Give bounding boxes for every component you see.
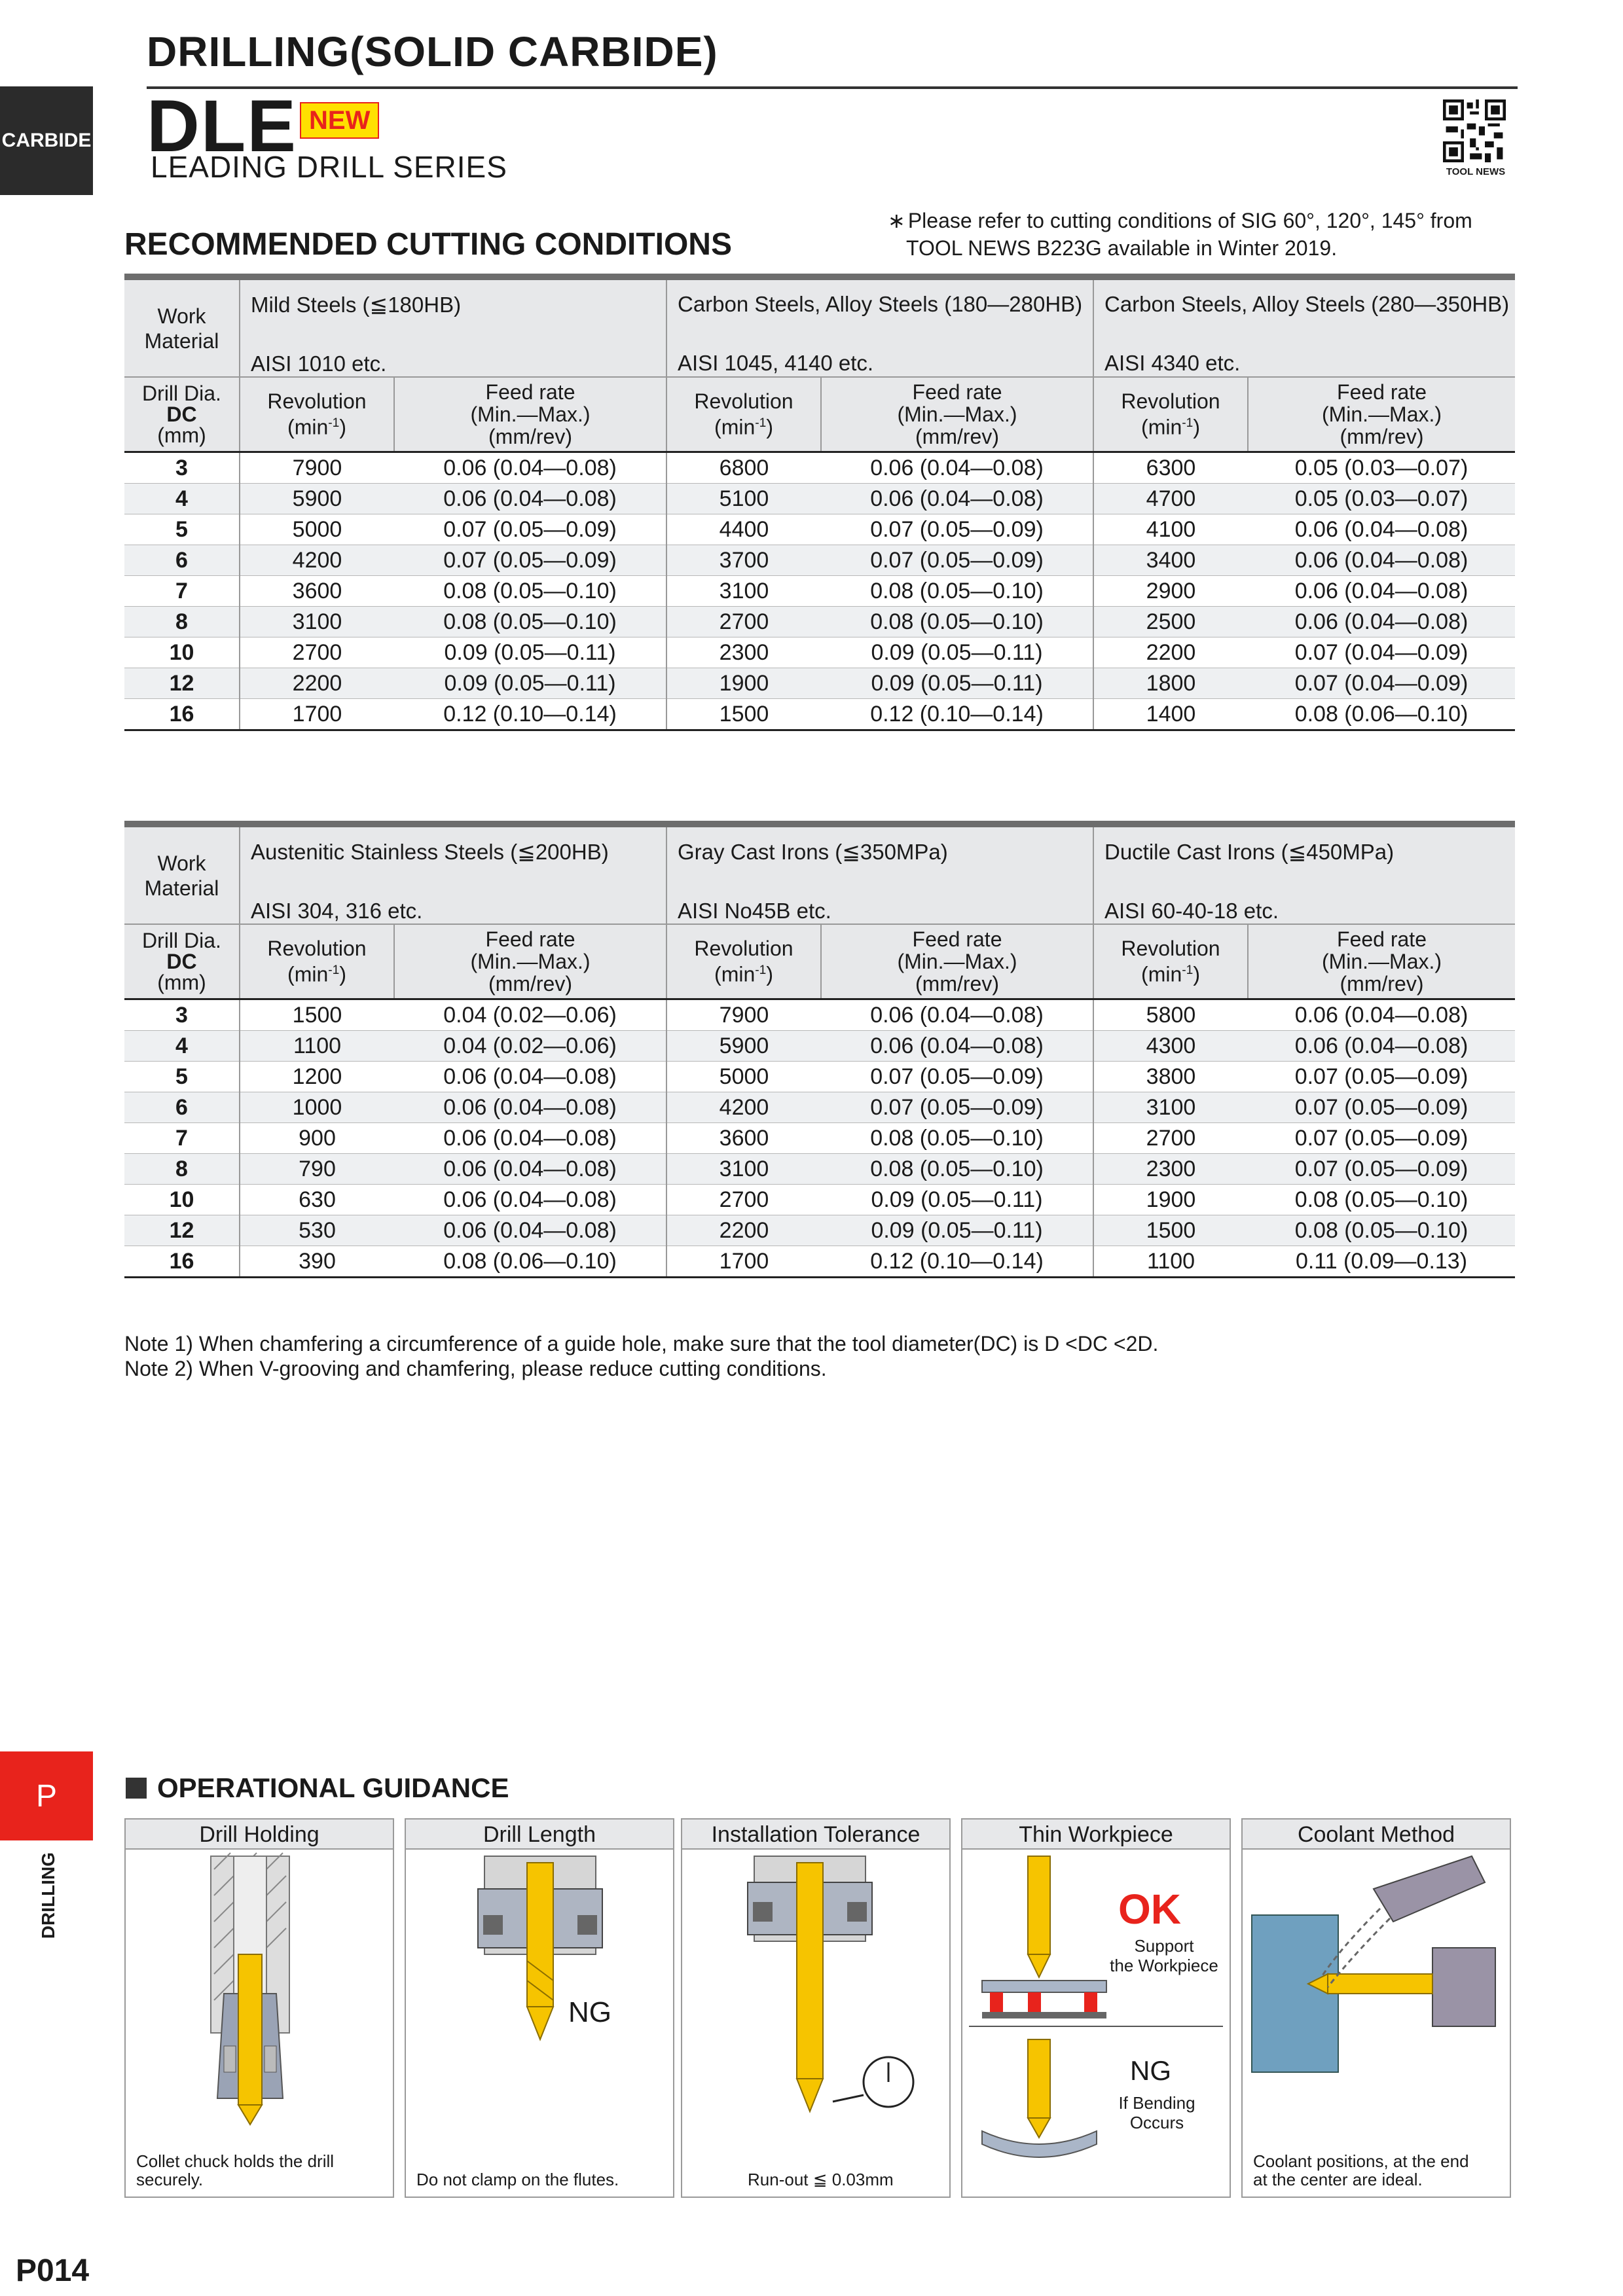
note-1: Note 1) When chamfering a circumference of a guide hole, make sure that the tool diameter(DC) is D <DC <2D. bbox=[124, 1332, 1159, 1355]
table-row bbox=[124, 514, 1515, 545]
note-line-2: TOOL NEWS B223G available in Winter 2019. bbox=[906, 236, 1338, 260]
table-row bbox=[124, 1031, 1515, 1062]
table-row bbox=[124, 607, 1515, 637]
feed-rate-cell: 0.06 (0.04—0.08) bbox=[394, 1215, 666, 1246]
table-row bbox=[124, 1123, 1515, 1154]
section-label-drilling: DRILLING bbox=[38, 1852, 58, 1939]
drill-dia-cell: 8 bbox=[124, 607, 240, 637]
header-rule bbox=[147, 86, 1518, 89]
feed-rate-cell: 0.08 (0.05—0.10) bbox=[394, 576, 666, 607]
revolution-cell: 2500 bbox=[1093, 607, 1248, 637]
feed-rate-cell: 0.06 (0.04—0.08) bbox=[394, 484, 666, 514]
ok-label: OK bbox=[1118, 1886, 1181, 1933]
drill-holding-illustration bbox=[126, 1850, 393, 2164]
feed-rate-cell: 0.04 (0.02—0.06) bbox=[394, 1031, 666, 1062]
feed-rate-header: Feed rate (Min.—Max.) (mm/rev) bbox=[821, 377, 1093, 452]
feed-rate-cell: 0.11 (0.09—0.13) bbox=[1248, 1246, 1515, 1278]
revolution-cell: 2700 bbox=[666, 1185, 821, 1215]
revolution-cell: 5900 bbox=[240, 484, 394, 514]
drill-length-illustration bbox=[406, 1850, 673, 2164]
material-column: Mild Steels (≦180HB) AISI 1010 etc. bbox=[240, 280, 666, 377]
feed-rate-cell: 0.07 (0.05—0.09) bbox=[1248, 1154, 1515, 1185]
feed-rate-cell: 0.06 (0.04—0.08) bbox=[821, 1031, 1093, 1062]
revolution-cell: 630 bbox=[240, 1185, 394, 1215]
cutting-conditions-table-2 bbox=[124, 821, 1515, 1278]
revolution-cell: 7900 bbox=[666, 999, 821, 1031]
revolution-header: Revolution $(\min^{-1})$ bbox=[1093, 924, 1248, 999]
panel-title: Drill Length bbox=[406, 1820, 673, 1850]
table-row bbox=[124, 484, 1515, 514]
table-1-body bbox=[124, 452, 1515, 730]
revolution-cell: 1800 bbox=[1093, 668, 1248, 699]
panel-title: Coolant Method bbox=[1243, 1820, 1510, 1850]
table-row bbox=[124, 576, 1515, 607]
feed-rate-cell: 0.07 (0.05—0.09) bbox=[1248, 1092, 1515, 1123]
revolution-cell: 790 bbox=[240, 1154, 394, 1185]
table-row bbox=[124, 1185, 1515, 1215]
material-column: Gray Cast Irons (≦350MPa) AISI No45B etc. bbox=[666, 827, 1093, 924]
feed-rate-header: Feed rate (Min.—Max.) (mm/rev) bbox=[821, 924, 1093, 999]
cutting-conditions-table-1 bbox=[124, 274, 1515, 731]
revolution-cell: 3100 bbox=[240, 607, 394, 637]
material-column: Austenitic Stainless Steels (≦200HB) AISI 304, 316 etc. bbox=[240, 827, 666, 924]
feed-rate-cell: 0.07 (0.05—0.09) bbox=[821, 545, 1093, 576]
panel-title: Installation Tolerance bbox=[682, 1820, 949, 1850]
feed-rate-cell: 0.05 (0.03—0.07) bbox=[1248, 484, 1515, 514]
drill-dia-cell: 5 bbox=[124, 1062, 240, 1092]
series-title: DRILLING(SOLID CARBIDE) bbox=[147, 28, 718, 75]
revolution-cell: 5000 bbox=[240, 514, 394, 545]
feed-rate-cell: 0.07 (0.05—0.09) bbox=[1248, 1123, 1515, 1154]
ng-label: NG bbox=[568, 1996, 611, 2028]
installation-tolerance-illustration bbox=[682, 1850, 949, 2164]
feed-rate-cell: 0.12 (0.10—0.14) bbox=[821, 699, 1093, 730]
revolution-cell: 390 bbox=[240, 1246, 394, 1278]
feed-rate-cell: 0.06 (0.04—0.08) bbox=[394, 1185, 666, 1215]
feed-rate-header: Feed rate (Min.—Max.) (mm/rev) bbox=[394, 377, 666, 452]
revolution-cell: 3100 bbox=[666, 576, 821, 607]
feed-rate-cell: 0.09 (0.05—0.11) bbox=[394, 637, 666, 668]
feed-rate-cell: 0.06 (0.04—0.08) bbox=[1248, 607, 1515, 637]
revolution-cell: 3600 bbox=[240, 576, 394, 607]
feed-rate-cell: 0.07 (0.05—0.09) bbox=[821, 514, 1093, 545]
drill-dia-cell: 12 bbox=[124, 1215, 240, 1246]
drill-dia-cell: 16 bbox=[124, 699, 240, 730]
feed-rate-cell: 0.04 (0.02—0.06) bbox=[394, 999, 666, 1031]
revolution-cell: 530 bbox=[240, 1215, 394, 1246]
revolution-header: Revolution $(\min^{-1})$ bbox=[666, 924, 821, 999]
drill-dia-cell: 5 bbox=[124, 514, 240, 545]
revolution-cell: 3100 bbox=[666, 1154, 821, 1185]
revolution-header: Revolution $(\min^{-1})$ bbox=[240, 924, 394, 999]
revolution-cell: 4100 bbox=[1093, 514, 1248, 545]
table-row bbox=[124, 668, 1515, 699]
revolution-cell: 2300 bbox=[666, 637, 821, 668]
panel-caption: Do not clamp on the flutes. bbox=[416, 2170, 619, 2189]
feed-rate-header: Feed rate (Min.—Max.) (mm/rev) bbox=[394, 924, 666, 999]
revolution-cell: 3400 bbox=[1093, 545, 1248, 576]
revolution-cell: 5900 bbox=[666, 1031, 821, 1062]
material-column: Ductile Cast Irons (≦450MPa) AISI 60-40-18 etc. bbox=[1093, 827, 1515, 924]
feed-rate-header: Feed rate (Min.—Max.) (mm/rev) bbox=[1248, 924, 1515, 999]
feed-rate-cell: 0.06 (0.04—0.08) bbox=[1248, 1031, 1515, 1062]
notes bbox=[124, 1331, 1158, 1381]
feed-rate-cell: 0.09 (0.05—0.11) bbox=[821, 1215, 1093, 1246]
revolution-cell: 2200 bbox=[666, 1215, 821, 1246]
panel-caption: Collet chuck holds the drill securely. bbox=[136, 2151, 335, 2189]
table-2-body bbox=[124, 999, 1515, 1278]
feed-rate-cell: 0.06 (0.04—0.08) bbox=[1248, 999, 1515, 1031]
revolution-cell: 1700 bbox=[240, 699, 394, 730]
panel-title: Drill Holding bbox=[126, 1820, 393, 1850]
panel-drill-holding bbox=[124, 1818, 394, 2198]
new-badge: NEW bbox=[300, 102, 379, 139]
table-row bbox=[124, 545, 1515, 576]
carbide-side-tab: CARBIDE bbox=[0, 86, 93, 195]
ok-sublabel: Support the Workpiece bbox=[1110, 1936, 1218, 1975]
feed-rate-cell: 0.07 (0.04—0.09) bbox=[1248, 637, 1515, 668]
work-material-label: Work Material bbox=[124, 280, 240, 377]
table-row bbox=[124, 1154, 1515, 1185]
table-row bbox=[124, 1092, 1515, 1123]
revolution-cell: 2200 bbox=[240, 668, 394, 699]
material-column: Carbon Steels, Alloy Steels (280—350HB) AISI 4340 etc. bbox=[1093, 280, 1515, 377]
feed-rate-cell: 0.06 (0.04—0.08) bbox=[394, 1154, 666, 1185]
revolution-cell: 1900 bbox=[666, 668, 821, 699]
feed-rate-cell: 0.08 (0.05—0.10) bbox=[821, 1154, 1093, 1185]
feed-rate-cell: 0.06 (0.04—0.08) bbox=[394, 1123, 666, 1154]
qr-label: TOOL NEWS bbox=[1446, 166, 1506, 177]
drill-dia-cell: 10 bbox=[124, 637, 240, 668]
revolution-cell: 1500 bbox=[1093, 1215, 1248, 1246]
revolution-cell: 1200 bbox=[240, 1062, 394, 1092]
revolution-cell: 3800 bbox=[1093, 1062, 1248, 1092]
drill-dia-cell: 6 bbox=[124, 545, 240, 576]
table-row bbox=[124, 1246, 1515, 1278]
page-number: P014 bbox=[16, 2253, 90, 2288]
drill-dia-header: Drill Dia. DC (mm) bbox=[124, 377, 240, 452]
coolant-method-illustration bbox=[1243, 1850, 1510, 2164]
panel-coolant-method bbox=[1241, 1818, 1511, 2198]
note-2: Note 2) When V-grooving and chamfering, please reduce cutting conditions. bbox=[124, 1357, 827, 1380]
drill-dia-cell: 3 bbox=[124, 999, 240, 1031]
drill-dia-header: Drill Dia. DC (mm) bbox=[124, 924, 240, 999]
feed-rate-cell: 0.06 (0.04—0.08) bbox=[821, 999, 1093, 1031]
feed-rate-cell: 0.06 (0.04—0.08) bbox=[1248, 545, 1515, 576]
revolution-cell: 3100 bbox=[1093, 1092, 1248, 1123]
revolution-cell: 1500 bbox=[240, 999, 394, 1031]
revolution-cell: 7900 bbox=[240, 452, 394, 484]
revolution-cell: 4200 bbox=[666, 1092, 821, 1123]
feed-rate-cell: 0.08 (0.05—0.10) bbox=[1248, 1215, 1515, 1246]
drill-dia-cell: 4 bbox=[124, 484, 240, 514]
feed-rate-cell: 0.08 (0.05—0.10) bbox=[394, 607, 666, 637]
model-subtitle: LEADING DRILL SERIES bbox=[151, 150, 507, 184]
feed-rate-cell: 0.08 (0.06—0.10) bbox=[1248, 699, 1515, 730]
drill-dia-cell: 10 bbox=[124, 1185, 240, 1215]
drill-dia-cell: 8 bbox=[124, 1154, 240, 1185]
cutting-conditions-note bbox=[888, 207, 1529, 262]
panel-caption: Coolant positions, at the end at the center are ideal. bbox=[1253, 2151, 1469, 2189]
drill-dia-cell: 4 bbox=[124, 1031, 240, 1062]
feed-rate-cell: 0.06 (0.04—0.08) bbox=[1248, 514, 1515, 545]
revolution-cell: 1000 bbox=[240, 1092, 394, 1123]
revolution-cell: 2700 bbox=[1093, 1123, 1248, 1154]
feed-rate-cell: 0.09 (0.05—0.11) bbox=[821, 637, 1093, 668]
feed-rate-cell: 0.07 (0.05—0.09) bbox=[1248, 1062, 1515, 1092]
feed-rate-cell: 0.08 (0.05—0.10) bbox=[1248, 1185, 1515, 1215]
feed-rate-header: Feed rate (Min.—Max.) (mm/rev) bbox=[1248, 377, 1515, 452]
qr-code-icon[interactable] bbox=[1443, 99, 1506, 162]
revolution-cell: 4700 bbox=[1093, 484, 1248, 514]
revolution-cell: 2700 bbox=[240, 637, 394, 668]
revolution-cell: 5800 bbox=[1093, 999, 1248, 1031]
revolution-cell: 1900 bbox=[1093, 1185, 1248, 1215]
feed-rate-cell: 0.07 (0.05—0.09) bbox=[821, 1092, 1093, 1123]
drill-dia-cell: 16 bbox=[124, 1246, 240, 1278]
cutting-conditions-heading: RECOMMENDED CUTTING CONDITIONS bbox=[124, 227, 732, 262]
note-mark: ∗ bbox=[888, 209, 905, 232]
revolution-cell: 3700 bbox=[666, 545, 821, 576]
revolution-cell: 1400 bbox=[1093, 699, 1248, 730]
revolution-cell: 2300 bbox=[1093, 1154, 1248, 1185]
ng-sublabel: If Bending Occurs bbox=[1118, 2093, 1195, 2132]
drill-dia-cell: 3 bbox=[124, 452, 240, 484]
feed-rate-cell: 0.12 (0.10—0.14) bbox=[394, 699, 666, 730]
revolution-cell: 5000 bbox=[666, 1062, 821, 1092]
drill-dia-cell: 12 bbox=[124, 668, 240, 699]
operational-guidance-heading: OPERATIONAL GUIDANCE bbox=[157, 1772, 509, 1803]
table-row bbox=[124, 1215, 1515, 1246]
material-column: Carbon Steels, Alloy Steels (180—280HB) AISI 1045, 4140 etc. bbox=[666, 280, 1093, 377]
feed-rate-cell: 0.07 (0.05—0.09) bbox=[394, 514, 666, 545]
revolution-cell: 1100 bbox=[240, 1031, 394, 1062]
feed-rate-cell: 0.09 (0.05—0.11) bbox=[394, 668, 666, 699]
revolution-cell: 3600 bbox=[666, 1123, 821, 1154]
drill-dia-cell: 7 bbox=[124, 1123, 240, 1154]
feed-rate-cell: 0.08 (0.05—0.10) bbox=[821, 1123, 1093, 1154]
feed-rate-cell: 0.06 (0.04—0.08) bbox=[394, 1062, 666, 1092]
revolution-cell: 4400 bbox=[666, 514, 821, 545]
feed-rate-cell: 0.08 (0.05—0.10) bbox=[821, 576, 1093, 607]
table-row bbox=[124, 637, 1515, 668]
revolution-header: Revolution $(\min^{-1})$ bbox=[240, 377, 394, 452]
revolution-cell: 1700 bbox=[666, 1246, 821, 1278]
drill-dia-cell: 7 bbox=[124, 576, 240, 607]
revolution-cell: 6300 bbox=[1093, 452, 1248, 484]
revolution-cell: 4300 bbox=[1093, 1031, 1248, 1062]
panel-drill-length bbox=[405, 1818, 674, 2198]
note-line-1: Please refer to cutting conditions of SIG 60°, 120°, 145° from bbox=[907, 209, 1472, 232]
ng-label: NG bbox=[1130, 2055, 1171, 2086]
feed-rate-cell: 0.08 (0.05—0.10) bbox=[821, 607, 1093, 637]
feed-rate-cell: 0.08 (0.06—0.10) bbox=[394, 1246, 666, 1278]
feed-rate-cell: 0.09 (0.05—0.11) bbox=[821, 668, 1093, 699]
heading-square-icon bbox=[126, 1778, 147, 1799]
revolution-cell: 2200 bbox=[1093, 637, 1248, 668]
table-row bbox=[124, 452, 1515, 484]
feed-rate-cell: 0.06 (0.04—0.08) bbox=[394, 1092, 666, 1123]
model-name: DLE bbox=[147, 85, 297, 167]
revolution-cell: 2700 bbox=[666, 607, 821, 637]
revolution-header: Revolution $(\min^{-1})$ bbox=[1093, 377, 1248, 452]
feed-rate-cell: 0.05 (0.03—0.07) bbox=[1248, 452, 1515, 484]
panel-caption: Run-out ≦ 0.03mm bbox=[748, 2170, 894, 2189]
drill-dia-cell: 6 bbox=[124, 1092, 240, 1123]
feed-rate-cell: 0.07 (0.05—0.09) bbox=[821, 1062, 1093, 1092]
feed-rate-cell: 0.07 (0.04—0.09) bbox=[1248, 668, 1515, 699]
feed-rate-cell: 0.09 (0.05—0.11) bbox=[821, 1185, 1093, 1215]
revolution-cell: 6800 bbox=[666, 452, 821, 484]
revolution-cell: 2900 bbox=[1093, 576, 1248, 607]
feed-rate-cell: 0.12 (0.10—0.14) bbox=[821, 1246, 1093, 1278]
work-material-label: Work Material bbox=[124, 827, 240, 924]
section-tab-p: P bbox=[0, 1751, 93, 1840]
table-row bbox=[124, 699, 1515, 730]
table-row bbox=[124, 1062, 1515, 1092]
revolution-cell: 1500 bbox=[666, 699, 821, 730]
feed-rate-cell: 0.06 (0.04—0.08) bbox=[1248, 576, 1515, 607]
revolution-cell: 5100 bbox=[666, 484, 821, 514]
revolution-cell: 1100 bbox=[1093, 1246, 1248, 1278]
feed-rate-cell: 0.06 (0.04—0.08) bbox=[821, 452, 1093, 484]
panel-title: Thin Workpiece bbox=[962, 1820, 1230, 1850]
panel-installation-tolerance bbox=[681, 1818, 951, 2198]
panel-thin-workpiece bbox=[961, 1818, 1231, 2198]
revolution-cell: 4200 bbox=[240, 545, 394, 576]
feed-rate-cell: 0.06 (0.04—0.08) bbox=[821, 484, 1093, 514]
feed-rate-cell: 0.06 (0.04—0.08) bbox=[394, 452, 666, 484]
revolution-header: Revolution $(\min^{-1})$ bbox=[666, 377, 821, 452]
revolution-cell: 900 bbox=[240, 1123, 394, 1154]
table-row bbox=[124, 999, 1515, 1031]
feed-rate-cell: 0.07 (0.05—0.09) bbox=[394, 545, 666, 576]
